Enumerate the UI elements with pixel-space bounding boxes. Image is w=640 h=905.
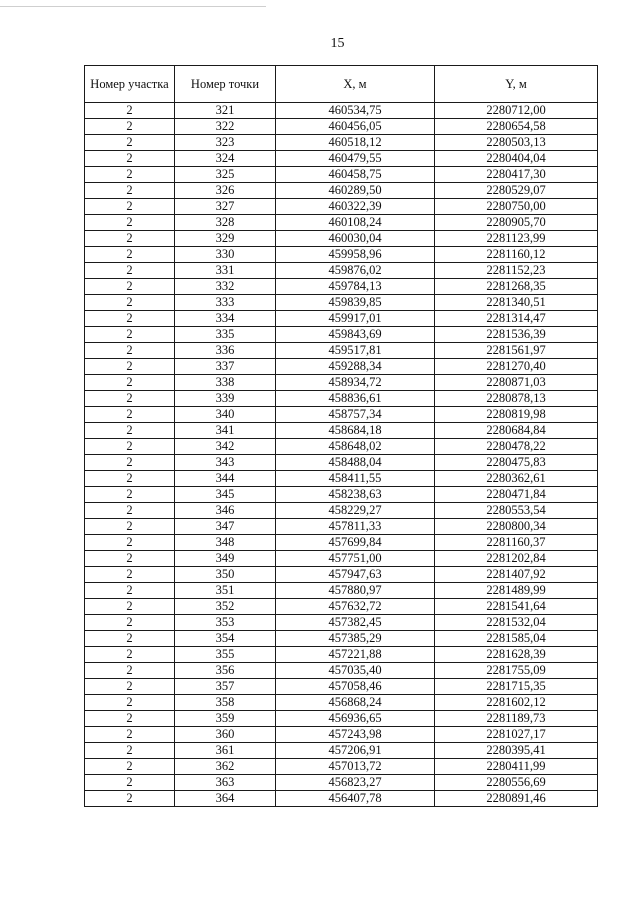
table-row	[85, 247, 598, 263]
cell-point-number: 362	[175, 759, 276, 775]
cell-y: 2281541,64	[435, 599, 598, 615]
cell-x: 458836,61	[276, 391, 435, 407]
cell-plot-number: 2	[85, 743, 175, 759]
cell-x: 458238,63	[276, 487, 435, 503]
cell-x: 457206,91	[276, 743, 435, 759]
cell-y: 2281152,23	[435, 263, 598, 279]
cell-y: 2281755,09	[435, 663, 598, 679]
cell-x: 457382,45	[276, 615, 435, 631]
cell-x: 459288,34	[276, 359, 435, 375]
cell-x: 459876,02	[276, 263, 435, 279]
cell-x: 456868,24	[276, 695, 435, 711]
cell-point-number: 342	[175, 439, 276, 455]
cell-point-number: 329	[175, 231, 276, 247]
cell-point-number: 337	[175, 359, 276, 375]
cell-x: 458411,55	[276, 471, 435, 487]
coordinates-table	[84, 65, 598, 807]
cell-plot-number: 2	[85, 167, 175, 183]
cell-x: 458934,72	[276, 375, 435, 391]
cell-point-number: 338	[175, 375, 276, 391]
table-row	[85, 167, 598, 183]
cell-plot-number: 2	[85, 423, 175, 439]
cell-plot-number: 2	[85, 519, 175, 535]
cell-y: 2280478,22	[435, 439, 598, 455]
cell-y: 2280684,84	[435, 423, 598, 439]
cell-y: 2280553,54	[435, 503, 598, 519]
cell-point-number: 326	[175, 183, 276, 199]
cell-y: 2281489,99	[435, 583, 598, 599]
cell-plot-number: 2	[85, 471, 175, 487]
cell-point-number: 327	[175, 199, 276, 215]
cell-point-number: 339	[175, 391, 276, 407]
cell-plot-number: 2	[85, 695, 175, 711]
cell-point-number: 364	[175, 791, 276, 807]
cell-y: 2281340,51	[435, 295, 598, 311]
cell-y: 2280362,61	[435, 471, 598, 487]
cell-point-number: 350	[175, 567, 276, 583]
cell-plot-number: 2	[85, 759, 175, 775]
cell-plot-number: 2	[85, 407, 175, 423]
table-row	[85, 311, 598, 327]
cell-y: 2281532,04	[435, 615, 598, 631]
table-row	[85, 583, 598, 599]
cell-point-number: 352	[175, 599, 276, 615]
cell-plot-number: 2	[85, 135, 175, 151]
cell-point-number: 351	[175, 583, 276, 599]
cell-x: 457221,88	[276, 647, 435, 663]
header-x-coordinate: X, м	[276, 66, 435, 103]
cell-plot-number: 2	[85, 183, 175, 199]
cell-plot-number: 2	[85, 439, 175, 455]
table-row	[85, 199, 598, 215]
cell-x: 459843,69	[276, 327, 435, 343]
cell-x: 460458,75	[276, 167, 435, 183]
table-row	[85, 135, 598, 151]
cell-plot-number: 2	[85, 215, 175, 231]
cell-y: 2280871,03	[435, 375, 598, 391]
top-rule	[0, 6, 266, 7]
cell-point-number: 348	[175, 535, 276, 551]
cell-y: 2281536,39	[435, 327, 598, 343]
cell-plot-number: 2	[85, 711, 175, 727]
table-row	[85, 663, 598, 679]
table-row	[85, 263, 598, 279]
cell-plot-number: 2	[85, 199, 175, 215]
cell-point-number: 356	[175, 663, 276, 679]
cell-y: 2280556,69	[435, 775, 598, 791]
table-row	[85, 103, 598, 119]
cell-plot-number: 2	[85, 231, 175, 247]
header-plot-number: Номер участка	[85, 66, 175, 103]
table-row	[85, 503, 598, 519]
page-number: 15	[330, 36, 345, 51]
cell-plot-number: 2	[85, 535, 175, 551]
cell-point-number: 328	[175, 215, 276, 231]
table-row	[85, 423, 598, 439]
cell-y: 2281189,73	[435, 711, 598, 727]
cell-x: 457058,46	[276, 679, 435, 695]
header-y-coordinate: Y, м	[435, 66, 598, 103]
cell-point-number: 344	[175, 471, 276, 487]
cell-plot-number: 2	[85, 631, 175, 647]
table-row	[85, 615, 598, 631]
cell-point-number: 355	[175, 647, 276, 663]
cell-point-number: 347	[175, 519, 276, 535]
cell-plot-number: 2	[85, 327, 175, 343]
cell-x: 457243,98	[276, 727, 435, 743]
cell-x: 458684,18	[276, 423, 435, 439]
cell-y: 2280395,41	[435, 743, 598, 759]
table-row	[85, 183, 598, 199]
cell-y: 2280503,13	[435, 135, 598, 151]
cell-plot-number: 2	[85, 647, 175, 663]
cell-point-number: 343	[175, 455, 276, 471]
cell-y: 2281407,92	[435, 567, 598, 583]
table-row	[85, 231, 598, 247]
cell-plot-number: 2	[85, 791, 175, 807]
cell-point-number: 341	[175, 423, 276, 439]
cell-plot-number: 2	[85, 119, 175, 135]
cell-x: 457632,72	[276, 599, 435, 615]
cell-point-number: 359	[175, 711, 276, 727]
table-row	[85, 759, 598, 775]
cell-y: 2281602,12	[435, 695, 598, 711]
cell-x: 459517,81	[276, 343, 435, 359]
table-row	[85, 743, 598, 759]
cell-x: 457013,72	[276, 759, 435, 775]
cell-point-number: 332	[175, 279, 276, 295]
cell-point-number: 353	[175, 615, 276, 631]
cell-x: 457947,63	[276, 567, 435, 583]
cell-plot-number: 2	[85, 551, 175, 567]
cell-x: 458488,04	[276, 455, 435, 471]
cell-y: 2281202,84	[435, 551, 598, 567]
cell-plot-number: 2	[85, 615, 175, 631]
cell-point-number: 340	[175, 407, 276, 423]
cell-x: 460534,75	[276, 103, 435, 119]
cell-plot-number: 2	[85, 343, 175, 359]
cell-point-number: 322	[175, 119, 276, 135]
cell-point-number: 321	[175, 103, 276, 119]
cell-plot-number: 2	[85, 727, 175, 743]
table-row	[85, 343, 598, 359]
cell-x: 458648,02	[276, 439, 435, 455]
cell-point-number: 335	[175, 327, 276, 343]
cell-plot-number: 2	[85, 263, 175, 279]
table-row	[85, 487, 598, 503]
cell-y: 2280878,13	[435, 391, 598, 407]
cell-x: 460479,55	[276, 151, 435, 167]
cell-point-number: 334	[175, 311, 276, 327]
table-row	[85, 647, 598, 663]
cell-x: 459917,01	[276, 311, 435, 327]
cell-y: 2281715,35	[435, 679, 598, 695]
cell-point-number: 360	[175, 727, 276, 743]
cell-y: 2280750,00	[435, 199, 598, 215]
cell-y: 2280891,46	[435, 791, 598, 807]
table-row	[85, 439, 598, 455]
table-row	[85, 551, 598, 567]
table-row	[85, 775, 598, 791]
cell-point-number: 346	[175, 503, 276, 519]
cell-x: 457811,33	[276, 519, 435, 535]
table-body	[85, 103, 598, 807]
table-row	[85, 695, 598, 711]
cell-y: 2280417,30	[435, 167, 598, 183]
cell-point-number: 325	[175, 167, 276, 183]
table-row	[85, 407, 598, 423]
cell-x: 460030,04	[276, 231, 435, 247]
cell-x: 460456,05	[276, 119, 435, 135]
cell-point-number: 324	[175, 151, 276, 167]
cell-y: 2280529,07	[435, 183, 598, 199]
table-row	[85, 375, 598, 391]
cell-y: 2281561,97	[435, 343, 598, 359]
cell-x: 460289,50	[276, 183, 435, 199]
cell-plot-number: 2	[85, 375, 175, 391]
cell-x: 459958,96	[276, 247, 435, 263]
cell-plot-number: 2	[85, 503, 175, 519]
table-row	[85, 567, 598, 583]
cell-point-number: 358	[175, 695, 276, 711]
cell-y: 2280800,34	[435, 519, 598, 535]
cell-y: 2281160,37	[435, 535, 598, 551]
cell-y: 2281160,12	[435, 247, 598, 263]
cell-y: 2281027,17	[435, 727, 598, 743]
table-row	[85, 791, 598, 807]
cell-plot-number: 2	[85, 311, 175, 327]
cell-y: 2281628,39	[435, 647, 598, 663]
cell-plot-number: 2	[85, 455, 175, 471]
cell-y: 2280712,00	[435, 103, 598, 119]
cell-plot-number: 2	[85, 279, 175, 295]
cell-point-number: 345	[175, 487, 276, 503]
cell-point-number: 333	[175, 295, 276, 311]
cell-plot-number: 2	[85, 487, 175, 503]
cell-x: 459784,13	[276, 279, 435, 295]
cell-point-number: 331	[175, 263, 276, 279]
cell-plot-number: 2	[85, 679, 175, 695]
cell-x: 456407,78	[276, 791, 435, 807]
table-row	[85, 279, 598, 295]
table-row	[85, 711, 598, 727]
cell-plot-number: 2	[85, 295, 175, 311]
table-row	[85, 471, 598, 487]
cell-plot-number: 2	[85, 391, 175, 407]
table-row	[85, 119, 598, 135]
table-row	[85, 151, 598, 167]
cell-x: 460108,24	[276, 215, 435, 231]
cell-plot-number: 2	[85, 247, 175, 263]
table-row	[85, 535, 598, 551]
cell-plot-number: 2	[85, 151, 175, 167]
table-row	[85, 359, 598, 375]
table-row	[85, 727, 598, 743]
cell-y: 2281123,99	[435, 231, 598, 247]
cell-x: 456936,65	[276, 711, 435, 727]
cell-x: 456823,27	[276, 775, 435, 791]
table-row	[85, 599, 598, 615]
cell-y: 2280411,99	[435, 759, 598, 775]
cell-plot-number: 2	[85, 359, 175, 375]
table-row	[85, 519, 598, 535]
cell-point-number: 336	[175, 343, 276, 359]
cell-plot-number: 2	[85, 583, 175, 599]
cell-y: 2281585,04	[435, 631, 598, 647]
cell-y: 2280471,84	[435, 487, 598, 503]
cell-point-number: 363	[175, 775, 276, 791]
table-row	[85, 631, 598, 647]
cell-x: 457035,40	[276, 663, 435, 679]
cell-plot-number: 2	[85, 775, 175, 791]
cell-plot-number: 2	[85, 567, 175, 583]
table-row	[85, 679, 598, 695]
cell-plot-number: 2	[85, 599, 175, 615]
cell-x: 460322,39	[276, 199, 435, 215]
cell-point-number: 330	[175, 247, 276, 263]
cell-y: 2280819,98	[435, 407, 598, 423]
table-row	[85, 455, 598, 471]
table-row	[85, 215, 598, 231]
cell-point-number: 354	[175, 631, 276, 647]
table-row	[85, 327, 598, 343]
cell-y: 2281270,40	[435, 359, 598, 375]
cell-point-number: 349	[175, 551, 276, 567]
table-header-row	[85, 66, 598, 103]
cell-y: 2281268,35	[435, 279, 598, 295]
cell-point-number: 357	[175, 679, 276, 695]
cell-x: 460518,12	[276, 135, 435, 151]
table-row	[85, 295, 598, 311]
cell-plot-number: 2	[85, 663, 175, 679]
cell-y: 2281314,47	[435, 311, 598, 327]
cell-y: 2280905,70	[435, 215, 598, 231]
cell-x: 457751,00	[276, 551, 435, 567]
cell-x: 457385,29	[276, 631, 435, 647]
cell-point-number: 323	[175, 135, 276, 151]
cell-x: 458757,34	[276, 407, 435, 423]
table-row	[85, 391, 598, 407]
cell-x: 457699,84	[276, 535, 435, 551]
cell-y: 2280475,83	[435, 455, 598, 471]
cell-y: 2280654,58	[435, 119, 598, 135]
cell-y: 2280404,04	[435, 151, 598, 167]
header-point-number: Номер точки	[175, 66, 276, 103]
cell-x: 457880,97	[276, 583, 435, 599]
cell-point-number: 361	[175, 743, 276, 759]
cell-x: 458229,27	[276, 503, 435, 519]
cell-plot-number: 2	[85, 103, 175, 119]
cell-x: 459839,85	[276, 295, 435, 311]
